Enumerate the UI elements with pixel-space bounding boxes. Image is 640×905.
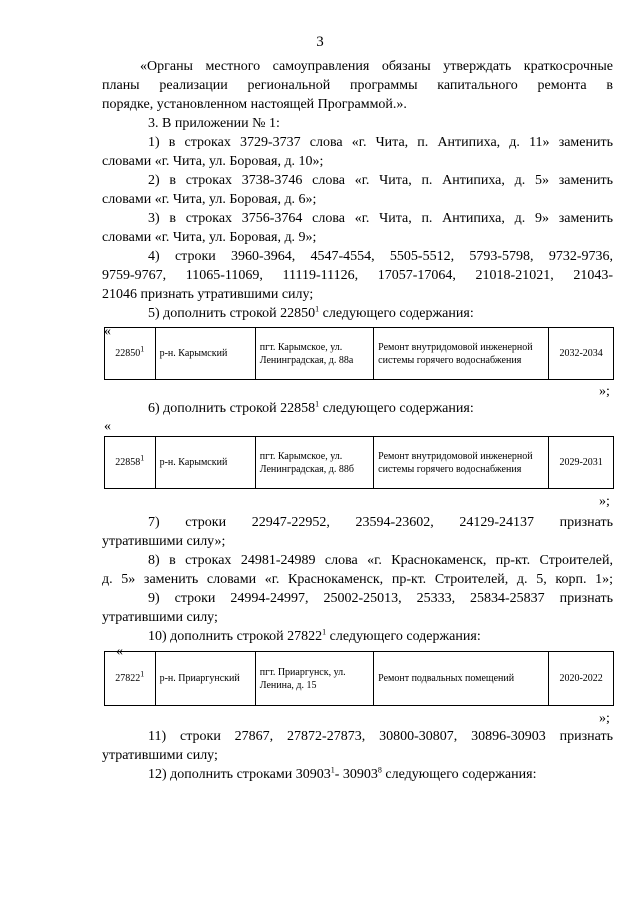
page-number: 3: [316, 34, 324, 50]
quote-open: «: [104, 324, 111, 339]
text-line: д. 5» заменить словами «г. Краснокаменск, пр-кт. Строителей, д. 5, корп. 1»;: [102, 572, 613, 587]
text-line: 9759-9767, 11065-11069, 11119-11126, 17057-17064, 21018-21021, 21043-: [102, 268, 613, 283]
table-row: [104, 327, 614, 380]
row-period: 2029-2031: [549, 437, 614, 489]
text-line: утратившими силу;: [102, 610, 218, 625]
row-number: 22850$^1$: [105, 328, 156, 380]
quote-open: «: [104, 419, 111, 434]
row-district: р-н. Карымский: [155, 328, 255, 380]
text-line: 2) в строках 3738-3746 слова «г. Чита, п. Антипиха, д. 5» заменить: [148, 173, 613, 188]
text-line: планы реализации региональной программы капитального ремонта в: [102, 78, 613, 93]
row-district: р-н. Приаргунский: [155, 652, 255, 706]
item-5-text: 5) дополнить строкой 22850$^1$ следующего содержания:: [148, 304, 474, 321]
row-work: Ремонт подвальных помещений: [374, 652, 549, 706]
text-line: 4) строки 3960-3964, 4547-4554, 5505-5512, 5793-5798, 9732-9736,: [148, 249, 613, 264]
quote-open: «: [116, 644, 123, 659]
text-line: словами «г. Чита, ул. Боровая, д. 10»;: [102, 154, 324, 169]
table-row: [104, 436, 614, 489]
row-address: пгт. Карымское, ул. Ленинградская, д. 88б: [255, 437, 373, 489]
text-line: 8) в строках 24981-24989 слова «г. Краснокаменск, пр-кт. Строителей,: [148, 553, 613, 568]
quote-close: »;: [599, 494, 610, 509]
text-line: утратившими силу»;: [102, 534, 226, 549]
item-10-text: 10) дополнить строкой 27822$^1$ следующего содержания:: [148, 627, 481, 644]
row-district: р-н. Карымский: [155, 437, 255, 489]
text-line: 21046 признать утратившими силу;: [102, 287, 314, 302]
text-line: утратившими силу;: [102, 748, 218, 763]
text-line: 1) в строках 3729-3737 слова «г. Чита, п. Антипиха, д. 11» заменить: [148, 135, 613, 150]
quote-close: »;: [599, 384, 610, 399]
row-address: пгт. Карымское, ул. Ленинградская, д. 88а: [255, 328, 373, 380]
text-line: 9) строки 24994-24997, 25002-25013, 25333, 25834-25837 признать: [148, 591, 613, 606]
row-work: Ремонт внутридомовой инженерной системы горячего водоснабжения: [374, 437, 549, 489]
text-line: словами «г. Чита, ул. Боровая, д. 9»;: [102, 230, 317, 245]
section-heading: 3. В приложении № 1:: [148, 116, 280, 131]
text-line: порядке, установленном настоящей Программой.».: [102, 97, 407, 112]
item-12-text: 12) дополнить строками 30903$^1$- 30903$^8$ следующего содержания:: [148, 765, 537, 782]
row-number: 22858$^1$: [105, 437, 156, 489]
text-line: 7) строки 22947-22952, 23594-23602, 24129-24137 признать: [148, 515, 613, 530]
text-line: 11) строки 27867, 27872-27873, 30800-30807, 30896-30903 признать: [148, 729, 613, 744]
row-address: пгт. Приаргунск, ул. Ленина, д. 15: [255, 652, 373, 706]
text-line: 3) в строках 3756-3764 слова «г. Чита, п. Антипиха, д. 9» заменить: [148, 211, 613, 226]
row-number: 27822$^1$: [105, 652, 156, 706]
row-period: 2032-2034: [549, 328, 614, 380]
text-line: словами «г. Чита, ул. Боровая, д. 6»;: [102, 192, 317, 207]
row-period: 2020-2022: [549, 652, 614, 706]
quote-close: »;: [599, 711, 610, 726]
row-work: Ремонт внутридомовой инженерной системы горячего водоснабжения: [374, 328, 549, 380]
table-row: [104, 651, 614, 706]
text-line: «Органы местного самоуправления обязаны утверждать краткосрочные: [140, 59, 613, 74]
item-6-text: 6) дополнить строкой 22858$^1$ следующего содержания:: [148, 399, 474, 416]
